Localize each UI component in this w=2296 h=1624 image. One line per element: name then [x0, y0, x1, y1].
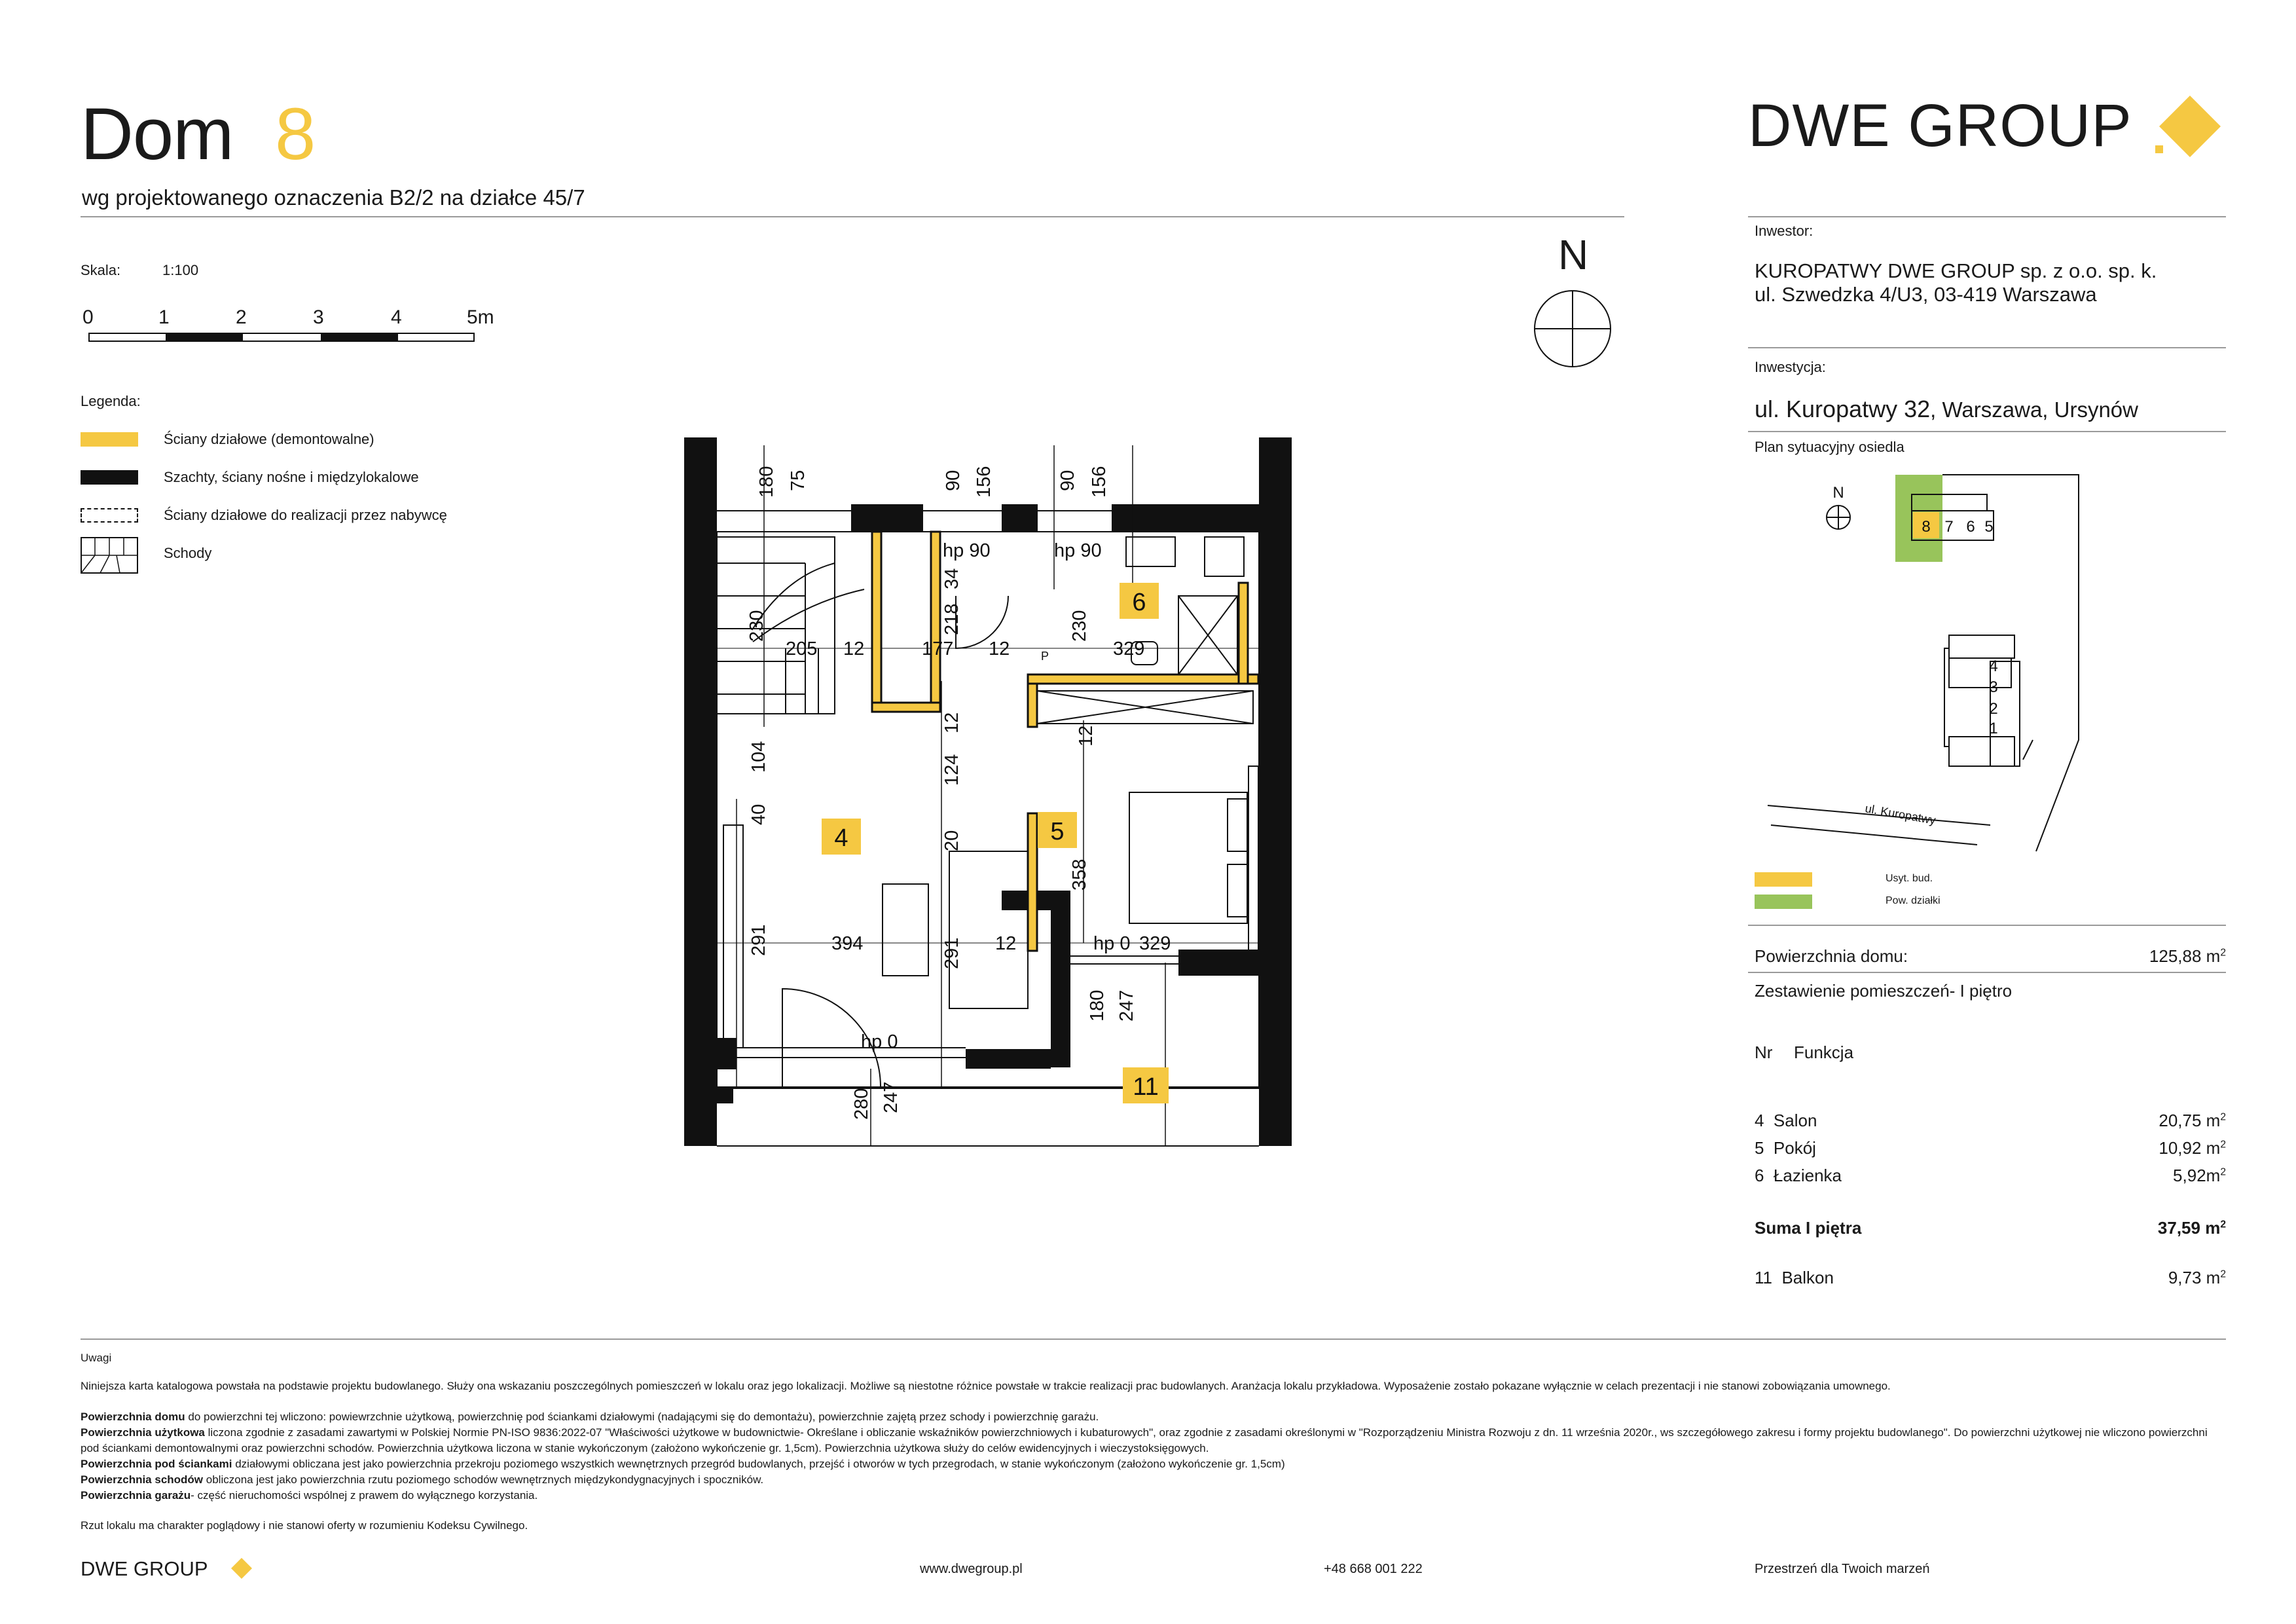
hp-label: hp 0 [1093, 933, 1131, 954]
scale-value: 1:100 [162, 262, 199, 278]
right-divider-3 [1748, 431, 2226, 432]
rooms-col-function: Funkcja [1794, 1043, 1854, 1062]
note-def-walls-area: Powierzchnia pod ściankami działowymi obliczana jest jako powierzchnia przekroju poziomego wszystkich wewnętrznych przegród budowlanych, przejść i otworów w tych przegrodach, w stanie wykończonym (założono wykończenie gr. 1,5cm) [81, 1458, 1285, 1470]
legend-label-partition: Ściany działowe (demontowalne) [164, 431, 374, 447]
floor-plan [674, 432, 1316, 1153]
footer-phone-link[interactable]: +48 668 001 222 [1324, 1562, 1423, 1576]
balcony-row: 11 Balkon [1755, 1268, 1834, 1287]
site-legend-label-plot: Pow. działki [1886, 895, 1941, 906]
room-label-4: 4 [834, 824, 848, 852]
dim-label: 218 [941, 603, 962, 635]
floor-total-value: 37,59 $m^2$ [2157, 1218, 2226, 1238]
legend-label-buyer-walls: Ściany działowe do realizacji przez nabywcę [164, 507, 447, 523]
note-def-house-area: Powierzchnia domu do powierzchni tej wliczono: powiewrzchnie użytkową, powierzchnię pod ściankami działowymi (nadającymi się do demontażu), powierzchnie zajętą przez schody i powierzchnię garażu. [81, 1411, 1099, 1423]
dim-label: 34 [941, 568, 962, 589]
investor-label: Inwestor: [1755, 223, 1813, 239]
note-def-garage-area: Powierzchnia garażu- część nieruchomości wspólnej z prawem do wyłącznego korzystania. [81, 1489, 538, 1502]
dim-label: 329 [1113, 638, 1145, 659]
investor-name: KUROPATWY DWE GROUP sp. z o.o. sp. k. [1755, 259, 2157, 282]
right-divider-2 [1748, 347, 2226, 348]
compass-letter: N [1558, 231, 1589, 278]
dim-label: 177 [922, 638, 954, 659]
dim-label: 75 [788, 470, 809, 491]
scale-tick-3: 3 [313, 306, 324, 328]
dim-label: 247 [1116, 989, 1137, 1022]
dim-label: 12 [843, 638, 865, 659]
dim-label: 291 [941, 937, 962, 969]
right-divider-4 [1748, 925, 2226, 926]
dim-label: 12 [941, 712, 962, 733]
investment-city: , Warszawa, Ursynów [1930, 397, 2138, 422]
dim-label: 40 [748, 803, 769, 825]
right-divider-1 [1748, 216, 2226, 217]
legend-swatch-buyer-walls [81, 508, 138, 523]
room-row-6: 6 Łazienka [1755, 1166, 1842, 1185]
partition-walls [872, 532, 1258, 951]
compass-icon [1532, 288, 1613, 369]
site-legend-swatch-building [1755, 872, 1812, 887]
scale-tick-5: 5m [467, 306, 494, 328]
site-house-5: 5 [1984, 518, 1994, 536]
dim-label: 90 [943, 470, 964, 491]
dim-label: 394 [831, 933, 864, 954]
site-plan-label: Plan sytuacyjny osiedla [1755, 439, 1904, 455]
dim-label: 280 [851, 1088, 872, 1120]
site-house-1: 1 [1989, 720, 1998, 737]
house-number: 8 [275, 93, 316, 175]
scale-tick-2: 2 [236, 306, 247, 328]
scale-tick-4: 4 [391, 306, 402, 328]
site-house-7: 7 [1944, 518, 1954, 536]
dim-label: 104 [748, 741, 769, 773]
dim-label: 180 [756, 466, 777, 498]
site-plan-map [1755, 471, 2108, 864]
notes-outro: Rzut lokalu ma charakter poglądowy i nie stanowi oferty w rozumieniu Kodeksu Cywilnego. [81, 1519, 528, 1532]
site-house-4: 4 [1989, 657, 1998, 675]
brand-logo-diamond-icon [2154, 90, 2226, 162]
dim-label: 20 [941, 830, 962, 851]
dim-label: 156 [974, 466, 994, 498]
site-north-icon [1827, 506, 1850, 529]
room-area-5: 10,92 $m^2$ [2159, 1138, 2226, 1158]
legend-title: Legenda: [81, 393, 141, 409]
dim-label: 358 [1069, 858, 1090, 891]
dim-label: 156 [1089, 466, 1110, 498]
legend-label-stairs: Schody [164, 545, 212, 561]
room-label-6: 6 [1132, 589, 1146, 616]
investor-address: ul. Szwedzka 4/U3, 03-419 Warszawa [1755, 283, 2097, 306]
investment-address [1755, 396, 2138, 423]
hp-label: hp 0 [861, 1031, 898, 1052]
dim-label: 247 [881, 1081, 902, 1113]
scale-label: Skala: [81, 262, 121, 278]
dim-label: 12 [1076, 725, 1097, 747]
scale-tick-1: 1 [158, 306, 170, 328]
notes-divider [81, 1338, 2226, 1340]
p-mark: P [1041, 650, 1049, 663]
investment-street: ul. Kuropatwy 32 [1755, 396, 1931, 422]
dimension-labels [746, 466, 1171, 1120]
room-label-11: 11 [1133, 1073, 1159, 1101]
hp-label: hp 90 [943, 540, 991, 561]
note-def-usable-area: Powierzchnia użytkowa liczona zgodnie z zasadami zawartymi w Polskiej Normie PN-ISO 9836:2022-07 "Właściwości użytkowe w budownictwie- Określane i obliczanie wskaźników powierzchniowych i kubaturowych", oraz zgodnie z zasadami określonymi w "Rozporządzeniu Ministra Rozwoju z dn. 11 września 2020r., ws szczegółowego zakresu i formy projektu budowlanego". Do powierzchni użytkowej nie wliczono powierzchni pod ściankami demontowalnymi oraz powierzchni schodów. Powierzchnia użytkowa liczona w stanie wykończonym (założono wykończenie gr. 1,5cm). Powierzchnia użytkowa służy do celów ewidencyjnych i wieczystoksięgowych. [81, 1426, 2208, 1454]
site-house-2: 2 [1989, 700, 1998, 718]
page-title: Dom [81, 93, 234, 175]
room-row-5: 5 Pokój [1755, 1138, 1816, 1158]
house-area-value: 125,88 $m^2$ [2149, 946, 2226, 966]
footer-website-link[interactable]: www.dwegroup.pl [920, 1562, 1023, 1576]
room-row-4: 4 Salon [1755, 1111, 1817, 1130]
dim-label: 205 [786, 638, 818, 659]
room-area-6: $5,92m^2$ [2173, 1166, 2226, 1185]
page-subtitle: wg projektowanego oznaczenia B2/2 na działce 45/7 [82, 185, 585, 210]
stairs-icon [81, 537, 138, 574]
site-legend-swatch-plot [1755, 895, 1812, 909]
dim-label: 230 [746, 610, 767, 642]
rooms-title: Zestawienie pomieszczeń- I piętro [1755, 981, 2013, 1001]
house-area-label: Powierzchnia domu: [1755, 946, 1908, 966]
right-divider-5 [1748, 972, 2226, 973]
site-house-6: 6 [1966, 518, 1975, 536]
room-label-5: 5 [1050, 818, 1065, 845]
notes-intro: Niniejsza karta katalogowa powstała na podstawie projektu budowlanego. Służy ona wskazaniu poszczególnych pomieszczeń w lokalu oraz jego lokalizacji. Możliwe są niestotne różnice powstałe w trakcie realizacji prac budowlanych. Aranżacja lokalu przykładowa. Wyposażenie zostało pokazane wyłącznie w celach prezentacji i nie stanowi zobowiązania umownego. [81, 1380, 1891, 1392]
legend-swatch-partition [81, 432, 138, 447]
dim-label: 230 [1069, 610, 1090, 642]
dim-label: 180 [1087, 989, 1108, 1022]
footer-brand-text: DWE GROUP [81, 1557, 208, 1580]
dim-label: 12 [995, 933, 1017, 954]
notes-definitions [81, 1409, 2215, 1504]
notes-title: Uwagi [81, 1352, 112, 1364]
site-house-8: 8 [1922, 518, 1931, 536]
rooms-col-nr: Nr [1755, 1043, 1773, 1062]
footer-diamond-icon [229, 1556, 254, 1581]
note-def-stairs-area: Powierzchnia schodów obliczona jest jako powierzchnia rzutu poziomego schodów wewnętrznych międzykondygnacyjnych i spoczników. [81, 1473, 764, 1486]
legend-swatch-bearing [81, 470, 138, 485]
dim-label: 291 [748, 924, 769, 956]
dim-label: 124 [941, 754, 962, 786]
brand-logo-text: DWE GROUP [1748, 92, 2132, 159]
footer-tagline: Przestrzeń dla Twoich marzeń [1755, 1562, 1930, 1576]
dim-label: 12 [989, 638, 1010, 659]
investment-label: Inwestycja: [1755, 359, 1826, 375]
dim-label: 90 [1057, 470, 1078, 491]
stairs [717, 537, 864, 714]
site-street-label: ul. Kuropatwy [1864, 802, 1937, 827]
site-legend-label-building: Usyt. bud. [1886, 873, 1933, 884]
site-house-3: 3 [1989, 678, 1998, 696]
site-north-letter: N [1832, 484, 1844, 502]
hp-label: hp 90 [1054, 540, 1102, 561]
floor-total-label: Suma I piętra [1755, 1218, 1862, 1238]
dim-label: 329 [1139, 933, 1171, 954]
balcony-area: 9,73 $m^2$ [2168, 1268, 2226, 1287]
scale-tick-0: 0 [82, 306, 94, 328]
room-area-4: 20,75 $m^2$ [2159, 1111, 2226, 1130]
header-divider [81, 216, 1624, 217]
legend-label-bearing: Szachty, ściany nośne i międzylokalowe [164, 469, 419, 485]
